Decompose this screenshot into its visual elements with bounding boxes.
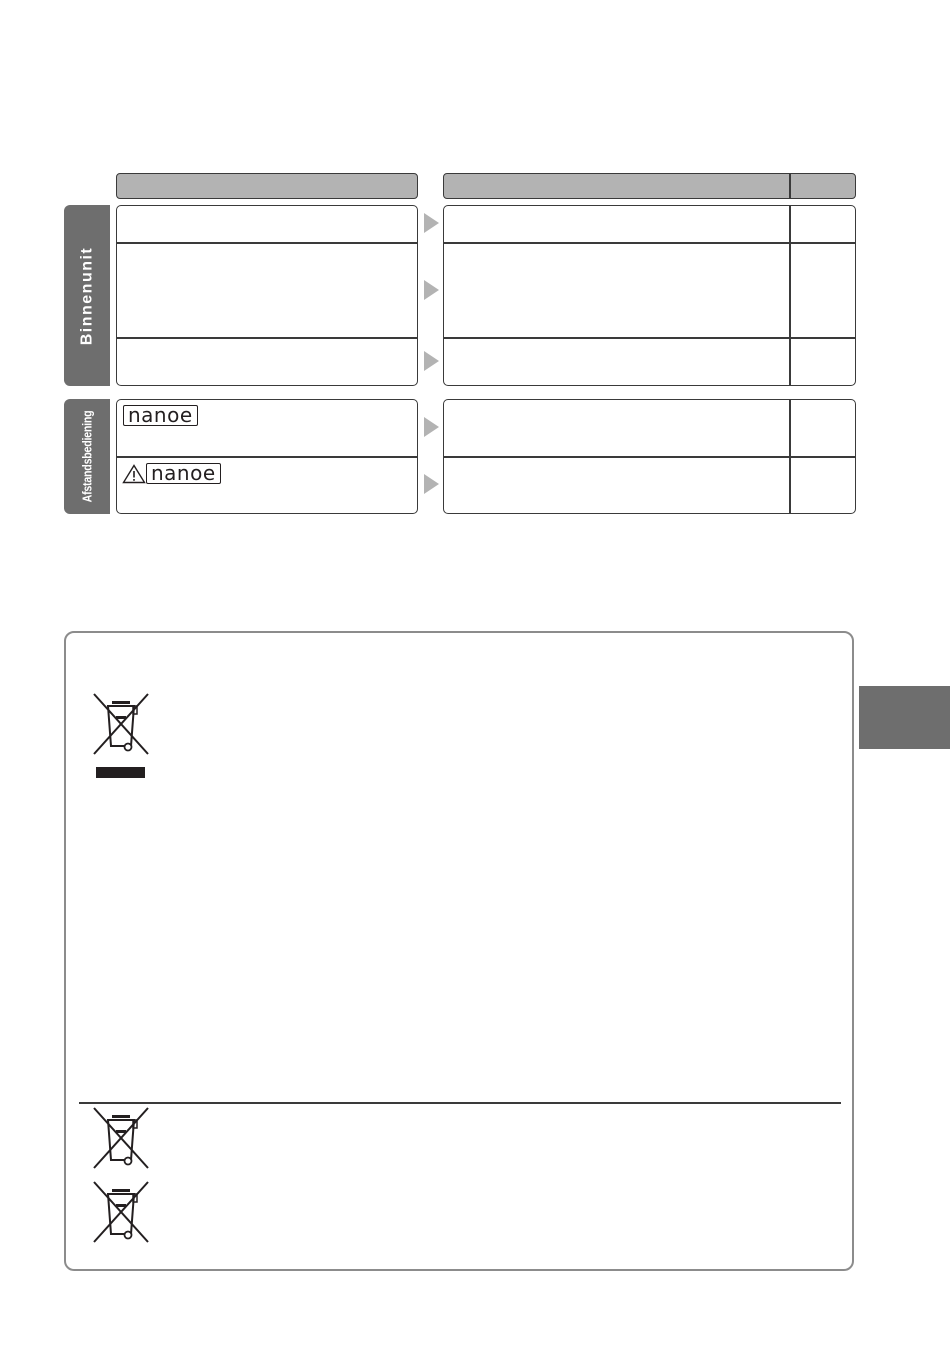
indoor-cause-box (443, 205, 856, 386)
triangle-right-icon (424, 351, 439, 371)
indoor-unit-label: Binnenunit (78, 246, 96, 345)
triangle-right-icon (424, 417, 439, 437)
crossed-out-wheelie-bin-icon (90, 692, 152, 758)
remote-control-tab (64, 399, 110, 514)
left-column-header (116, 173, 418, 199)
nanoe-indicator-row (123, 405, 198, 427)
remote-cause-box (443, 399, 856, 514)
disposal-info-box (64, 631, 854, 1271)
triangle-right-icon (424, 280, 439, 300)
crossed-out-wheelie-bin-icon (90, 1106, 152, 1172)
section-divider (79, 1102, 841, 1104)
triangle-right-icon (424, 213, 439, 233)
crossed-out-wheelie-bin-icon (90, 1180, 152, 1246)
triangle-right-icon (424, 474, 439, 494)
chapter-tab (859, 686, 950, 749)
warning-icon (122, 464, 146, 484)
nanoe-warning-row (122, 463, 221, 484)
remote-control-label: Afstandsbediening (79, 410, 95, 503)
nanoe-warning-indicator: nanoe (146, 463, 221, 484)
right-column-header (443, 173, 856, 199)
indoor-unit-tab (64, 205, 110, 386)
bin-underline-bar (96, 767, 145, 778)
nanoe-indicator: nanoe (123, 405, 198, 426)
indoor-symptom-box (116, 205, 418, 386)
